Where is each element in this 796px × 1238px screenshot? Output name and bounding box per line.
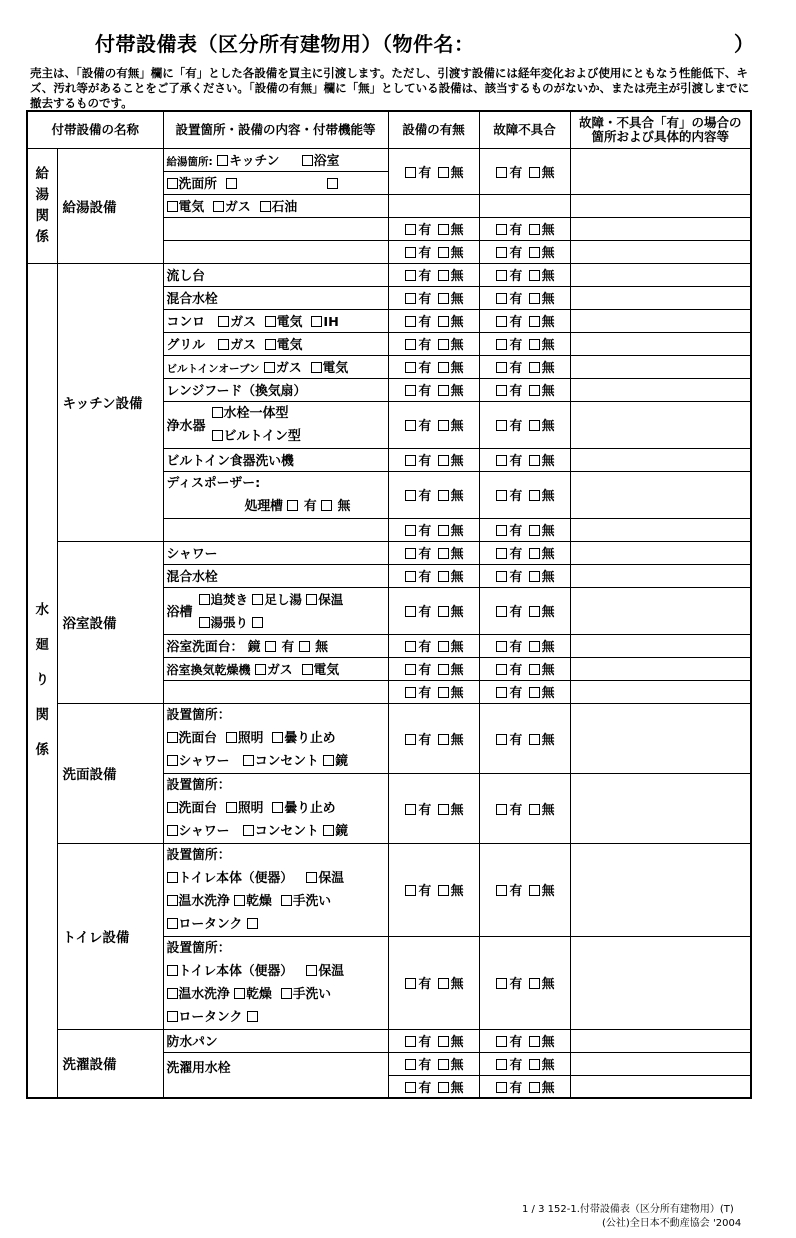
fault-cell: 有 無 (479, 703, 570, 773)
item-sink: 流し台 (163, 263, 388, 286)
checkbox-yes[interactable] (496, 571, 507, 582)
checkbox[interactable] (323, 755, 334, 766)
checkbox-no[interactable] (438, 270, 449, 281)
checkbox-no[interactable] (529, 1059, 540, 1070)
checkbox-yes[interactable] (405, 316, 416, 327)
item-cell[interactable] (163, 680, 388, 703)
presence-cell: 有 無 (388, 936, 479, 1029)
fault-detail-cell[interactable] (570, 773, 751, 843)
fault-cell: 有 無 (479, 634, 570, 657)
fault-detail-cell[interactable] (570, 703, 751, 773)
item-dishwasher: ビルトイン食器洗い機 (163, 448, 388, 471)
item-cell: 洗面所 (163, 171, 388, 194)
checkbox-yes[interactable] (405, 571, 416, 582)
checkbox[interactable] (199, 594, 210, 605)
checkbox-yes[interactable] (496, 1082, 507, 1093)
item-disposer: ディスポーザー: 処理槽 有 無 (163, 471, 388, 518)
checkbox[interactable] (281, 895, 292, 906)
checkbox-yes[interactable] (405, 490, 416, 501)
footer-copyright: (公社)全日本不動産協会 '2004 (602, 1218, 742, 1229)
checkbox[interactable] (243, 755, 254, 766)
fault-cell: 有 無 (479, 657, 570, 680)
checkbox-no[interactable] (529, 606, 540, 617)
checkbox-yes[interactable] (496, 247, 507, 258)
checkbox-yes[interactable] (496, 224, 507, 235)
fault-detail-cell[interactable] (570, 378, 751, 401)
checkbox-no[interactable] (529, 316, 540, 327)
fault-detail-cell[interactable] (570, 587, 751, 634)
item-faucet: 混合水栓 (163, 286, 388, 309)
equipment-table (26, 110, 752, 1099)
presence-cell: 有 無 (388, 1075, 479, 1098)
fault-detail-cell[interactable] (570, 332, 751, 355)
sub-kyuto: 給湯設備 (57, 148, 163, 263)
checkbox-yes[interactable] (405, 270, 416, 281)
checkbox-no[interactable] (438, 885, 449, 896)
item-toilet-2: 設置箇所： トイレ本体（便器） 保温 温水洗浄 乾燥 手洗い ロータンク (163, 936, 388, 1029)
checkbox-yes[interactable] (405, 548, 416, 559)
fault-detail-cell[interactable] (570, 240, 751, 263)
footer-page: 1 / 3 152-1.付帯設備表（区分所有建物用）(T) (522, 1204, 734, 1215)
item-tub: 浴槽 追焚き 足し湯 保温 湯張り (163, 587, 388, 634)
presence-cell (388, 194, 479, 217)
checkbox[interactable] (167, 732, 178, 743)
item-cell: 電気 ガス 石油 (163, 194, 388, 217)
item-grill: グリル ガス 電気 (163, 332, 388, 355)
checkbox-yes[interactable] (405, 1036, 416, 1047)
checkbox[interactable] (252, 594, 263, 605)
checkbox[interactable] (272, 732, 283, 743)
checkbox[interactable] (226, 732, 237, 743)
item-laundry-faucet: 洗濯用水栓 (163, 1052, 388, 1098)
checkbox-yes[interactable] (405, 664, 416, 675)
fault-cell: 有 無 (479, 680, 570, 703)
intro-text: 売主は、「設備の有無」欄に「有」とした各設備を買主に引渡します。ただし、引渡す設備には経年変化および使用にともなう性能低下、キズ、汚れ等があることをご了承ください。「設備の有無」欄に「無」としている設備は、該当するものがないか、または売主が引渡しまでに撤去するものです。 (30, 66, 750, 110)
table-row (27, 263, 751, 286)
fault-cell: 有 無 (479, 773, 570, 843)
checkbox[interactable] (217, 155, 228, 166)
item-hood: レンジフード（換気扇） (163, 378, 388, 401)
checkbox[interactable] (213, 201, 224, 212)
fault-detail-cell[interactable] (570, 355, 751, 378)
presence-cell: 有 無 (388, 587, 479, 634)
checkbox-no[interactable] (438, 664, 449, 675)
presence-cell: 有 無 (388, 448, 479, 471)
presence-cell: 有 無 (388, 1029, 479, 1052)
checkbox-yes[interactable] (405, 978, 416, 989)
checkbox-no[interactable] (438, 316, 449, 327)
presence-cell: 有 無 (388, 355, 479, 378)
checkbox-no[interactable] (438, 1082, 449, 1093)
item-washroom-2: 設置箇所： 洗面台 照明 曇り止め シャワー コンセント 鏡 (163, 773, 388, 843)
header-presence: 設備の有無 (388, 111, 479, 148)
checkbox[interactable] (260, 201, 271, 212)
checkbox[interactable] (323, 825, 334, 836)
checkbox-no[interactable] (438, 420, 449, 431)
checkbox-no[interactable] (529, 571, 540, 582)
checkbox-no[interactable] (438, 224, 449, 235)
fault-detail-cell[interactable] (570, 936, 751, 1029)
checkbox[interactable] (265, 641, 276, 652)
checkbox[interactable] (167, 918, 178, 929)
checkbox-no[interactable] (529, 687, 540, 698)
presence-cell: 有 無 (388, 634, 479, 657)
checkbox-yes[interactable] (405, 734, 416, 745)
presence-cell: 有 無 (388, 378, 479, 401)
checkbox-no[interactable] (529, 490, 540, 501)
checkbox[interactable] (167, 802, 178, 813)
checkbox[interactable] (311, 362, 322, 373)
presence-cell: 有 無 (388, 263, 479, 286)
checkbox[interactable] (167, 178, 178, 189)
checkbox-yes[interactable] (405, 606, 416, 617)
header-row (27, 111, 751, 148)
checkbox-yes[interactable] (405, 224, 416, 235)
checkbox-no[interactable] (438, 167, 449, 178)
fault-cell: 有 無 (479, 936, 570, 1029)
fault-detail-cell[interactable] (570, 1052, 751, 1075)
checkbox[interactable] (321, 500, 332, 511)
table-row (27, 148, 751, 171)
checkbox-no[interactable] (438, 734, 449, 745)
category-kyuto: 給湯関係 (27, 148, 57, 263)
checkbox-no[interactable] (438, 641, 449, 652)
checkbox[interactable] (167, 755, 178, 766)
checkbox-yes[interactable] (405, 1059, 416, 1070)
presence-cell: 有 無 (388, 843, 479, 936)
checkbox-no[interactable] (438, 247, 449, 258)
checkbox-yes[interactable] (496, 1036, 507, 1047)
checkbox-yes[interactable] (496, 734, 507, 745)
checkbox[interactable] (306, 594, 317, 605)
fault-cell: 有 無 (479, 263, 570, 286)
checkbox-no[interactable] (529, 247, 540, 258)
sub-kitchen: キッチン設備 (57, 263, 163, 541)
checkbox-yes[interactable] (405, 641, 416, 652)
presence-cell: 有 無 (388, 657, 479, 680)
checkbox[interactable] (255, 664, 266, 675)
checkbox[interactable] (265, 316, 276, 327)
checkbox[interactable] (167, 988, 178, 999)
checkbox[interactable] (311, 316, 322, 327)
presence-cell: 有 無 (388, 332, 479, 355)
fault-cell: 有 無 (479, 564, 570, 587)
checkbox-yes[interactable] (405, 362, 416, 373)
checkbox-no[interactable] (529, 339, 540, 350)
fault-detail-cell[interactable] (570, 309, 751, 332)
checkbox-yes[interactable] (405, 339, 416, 350)
checkbox[interactable] (234, 988, 245, 999)
presence-cell: 有 無 (388, 541, 479, 564)
checkbox[interactable] (327, 178, 338, 189)
checkbox-yes[interactable] (405, 1082, 416, 1093)
checkbox-yes[interactable] (496, 885, 507, 896)
checkbox-yes[interactable] (496, 804, 507, 815)
checkbox[interactable] (243, 825, 254, 836)
fault-cell: 有 無 (479, 240, 570, 263)
fault-cell: 有 無 (479, 843, 570, 936)
presence-cell: 有 無 (388, 240, 479, 263)
checkbox-no[interactable] (438, 385, 449, 396)
checkbox-no[interactable] (438, 978, 449, 989)
checkbox-yes[interactable] (496, 455, 507, 466)
checkbox[interactable] (272, 802, 283, 813)
fault-cell: 有 無 (479, 332, 570, 355)
fault-cell: 有 無 (479, 355, 570, 378)
checkbox-no[interactable] (529, 420, 540, 431)
checkbox-no[interactable] (529, 270, 540, 281)
fault-cell: 有 無 (479, 309, 570, 332)
checkbox[interactable] (306, 872, 317, 883)
fault-detail-cell[interactable] (570, 680, 751, 703)
checkbox[interactable] (167, 825, 178, 836)
checkbox-yes[interactable] (496, 385, 507, 396)
fault-detail-cell[interactable] (570, 1075, 751, 1098)
checkbox-yes[interactable] (496, 167, 507, 178)
table-row (27, 541, 751, 564)
checkbox-yes[interactable] (405, 885, 416, 896)
presence-cell: 有 無 (388, 217, 479, 240)
table-row (27, 703, 751, 726)
table-row (27, 843, 751, 866)
checkbox[interactable] (247, 1011, 258, 1022)
checkbox-yes[interactable] (405, 420, 416, 431)
checkbox-no[interactable] (529, 734, 540, 745)
item-toilet-1: 設置箇所： トイレ本体（便器） 保温 温水洗浄 乾燥 手洗い ロータンク (163, 843, 388, 936)
fault-detail-cell[interactable] (570, 217, 751, 240)
checkbox-yes[interactable] (496, 293, 507, 304)
checkbox-yes[interactable] (496, 490, 507, 501)
checkbox[interactable] (226, 802, 237, 813)
checkbox-no[interactable] (529, 362, 540, 373)
checkbox-no[interactable] (529, 455, 540, 466)
fault-cell: 有 無 (479, 448, 570, 471)
checkbox-no[interactable] (529, 293, 540, 304)
checkbox-yes[interactable] (405, 293, 416, 304)
checkbox-no[interactable] (529, 885, 540, 896)
checkbox-yes[interactable] (496, 548, 507, 559)
sub-bath: 浴室設備 (57, 541, 163, 703)
checkbox-no[interactable] (438, 362, 449, 373)
fault-detail-cell[interactable] (570, 657, 751, 680)
checkbox[interactable] (226, 178, 237, 189)
checkbox-no[interactable] (438, 1036, 449, 1047)
checkbox-yes[interactable] (405, 455, 416, 466)
checkbox-no[interactable] (529, 385, 540, 396)
checkbox[interactable] (302, 664, 313, 675)
fault-detail-cell[interactable] (570, 541, 751, 564)
checkbox-yes[interactable] (496, 641, 507, 652)
item-cell[interactable] (163, 240, 388, 263)
checkbox-yes[interactable] (496, 687, 507, 698)
checkbox[interactable] (252, 617, 263, 628)
checkbox-no[interactable] (438, 293, 449, 304)
fault-cell: 有 無 (479, 286, 570, 309)
sub-laundry: 洗濯設備 (57, 1029, 163, 1098)
checkbox-no[interactable] (438, 606, 449, 617)
checkbox-no[interactable] (438, 339, 449, 350)
fault-cell: 有 無 (479, 518, 570, 541)
presence-cell: 有 無 (388, 401, 479, 448)
fault-cell: 有 無 (479, 1075, 570, 1098)
fault-detail-cell[interactable] (570, 286, 751, 309)
header-fault-detail: 故障・不具合「有」の場合の箇所および具体的内容等 (570, 111, 751, 148)
fault-cell: 有 無 (479, 1029, 570, 1052)
fault-detail-cell[interactable] (570, 401, 751, 448)
fault-detail-cell[interactable] (570, 634, 751, 657)
checkbox[interactable] (167, 1011, 178, 1022)
item-stove: コンロ ガス 電気 IH (163, 309, 388, 332)
checkbox-no[interactable] (529, 641, 540, 652)
checkbox[interactable] (167, 201, 178, 212)
item-washroom-1: 設置箇所： 洗面台 照明 曇り止め シャワー コンセント 鏡 (163, 703, 388, 773)
checkbox-no[interactable] (529, 978, 540, 989)
checkbox[interactable] (264, 362, 275, 373)
item-faucet: 混合水栓 (163, 564, 388, 587)
checkbox-yes[interactable] (496, 316, 507, 327)
item-cell: 給湯箇所: キッチン 浴室 (163, 148, 388, 171)
category-mizumawari: 水廻り関係 (27, 263, 57, 1098)
checkbox-yes[interactable] (496, 362, 507, 373)
checkbox[interactable] (247, 918, 258, 929)
checkbox-yes[interactable] (496, 420, 507, 431)
checkbox[interactable] (287, 500, 298, 511)
fault-detail-cell[interactable] (570, 843, 751, 936)
checkbox-no[interactable] (438, 525, 449, 536)
checkbox[interactable] (167, 895, 178, 906)
checkbox-no[interactable] (529, 804, 540, 815)
fault-cell: 有 無 (479, 148, 570, 194)
item-dryer: 浴室換気乾燥機 ガス 電気 (163, 657, 388, 680)
fault-detail-cell[interactable] (570, 471, 751, 518)
checkbox-no[interactable] (438, 1059, 449, 1070)
checkbox-yes[interactable] (496, 664, 507, 675)
checkbox-no[interactable] (438, 804, 449, 815)
fault-detail-cell[interactable] (570, 194, 751, 217)
sub-toilet: トイレ設備 (57, 843, 163, 1029)
checkbox-yes[interactable] (496, 339, 507, 350)
checkbox[interactable] (167, 872, 178, 883)
table-row (27, 1029, 751, 1052)
checkbox[interactable] (281, 988, 292, 999)
checkbox-no[interactable] (529, 1036, 540, 1047)
fault-detail-cell[interactable] (570, 263, 751, 286)
checkbox-yes[interactable] (496, 606, 507, 617)
checkbox-yes[interactable] (405, 687, 416, 698)
checkbox-no[interactable] (438, 687, 449, 698)
item-purifier: 浄水器 水栓一体型 ビルトイン型 (163, 401, 388, 448)
checkbox[interactable] (302, 155, 313, 166)
checkbox-yes[interactable] (405, 385, 416, 396)
header-detail: 設置箇所・設備の内容・付帯機能等 (163, 111, 388, 148)
checkbox[interactable] (306, 965, 317, 976)
presence-cell: 有 無 (388, 286, 479, 309)
checkbox-yes[interactable] (405, 525, 416, 536)
checkbox-yes[interactable] (496, 1059, 507, 1070)
checkbox-no[interactable] (529, 1082, 540, 1093)
page-title-close: ） (734, 32, 754, 56)
fault-cell (479, 194, 570, 217)
fault-detail-cell[interactable] (570, 448, 751, 471)
checkbox-no[interactable] (438, 548, 449, 559)
item-oven: ビルトインオーブン ガス 電気 (163, 355, 388, 378)
checkbox[interactable] (265, 339, 276, 350)
fault-cell: 有 無 (479, 217, 570, 240)
checkbox[interactable] (212, 407, 223, 418)
fault-cell: 有 無 (479, 541, 570, 564)
checkbox[interactable] (212, 430, 223, 441)
presence-cell: 有 無 (388, 680, 479, 703)
checkbox-yes[interactable] (496, 525, 507, 536)
checkbox-yes[interactable] (405, 247, 416, 258)
checkbox-no[interactable] (438, 571, 449, 582)
presence-cell: 有 無 (388, 471, 479, 518)
presence-cell: 有 無 (388, 148, 479, 194)
checkbox[interactable] (199, 617, 210, 628)
fault-cell: 有 無 (479, 378, 570, 401)
presence-cell: 有 無 (388, 564, 479, 587)
checkbox-yes[interactable] (496, 978, 507, 989)
presence-cell: 有 無 (388, 518, 479, 541)
fault-cell: 有 無 (479, 1052, 570, 1075)
checkbox[interactable] (218, 316, 229, 327)
presence-cell: 有 無 (388, 1052, 479, 1075)
checkbox[interactable] (234, 895, 245, 906)
item-cell[interactable] (163, 518, 388, 541)
presence-cell: 有 無 (388, 703, 479, 773)
fault-cell: 有 無 (479, 401, 570, 448)
checkbox-no[interactable] (438, 490, 449, 501)
checkbox[interactable] (218, 339, 229, 350)
checkbox-no[interactable] (529, 525, 540, 536)
checkbox-no[interactable] (529, 224, 540, 235)
checkbox-yes[interactable] (405, 167, 416, 178)
checkbox[interactable] (299, 641, 310, 652)
fault-cell: 有 無 (479, 587, 570, 634)
fault-detail-cell[interactable] (570, 1029, 751, 1052)
checkbox-no[interactable] (529, 548, 540, 559)
presence-cell: 有 無 (388, 309, 479, 332)
header-fault: 故障不具合 (479, 111, 570, 148)
item-shower: シャワー (163, 541, 388, 564)
fault-detail-cell[interactable] (570, 564, 751, 587)
header-name: 付帯設備の名称 (27, 111, 163, 148)
page-title: 付帯設備表（区分所有建物用）（物件名： (95, 32, 475, 56)
checkbox-no[interactable] (529, 167, 540, 178)
fault-detail-cell[interactable] (570, 518, 751, 541)
sub-washroom: 洗面設備 (57, 703, 163, 843)
checkbox-yes[interactable] (405, 804, 416, 815)
fault-cell: 有 無 (479, 471, 570, 518)
checkbox-yes[interactable] (496, 270, 507, 281)
fault-detail-cell[interactable] (570, 148, 751, 194)
item-cell[interactable] (163, 217, 388, 240)
checkbox[interactable] (167, 965, 178, 976)
item-vanity: 浴室洗面台： 鏡 有 無 (163, 634, 388, 657)
item-pan: 防水パン (163, 1029, 388, 1052)
checkbox-no[interactable] (438, 455, 449, 466)
presence-cell: 有 無 (388, 773, 479, 843)
checkbox-no[interactable] (529, 664, 540, 675)
